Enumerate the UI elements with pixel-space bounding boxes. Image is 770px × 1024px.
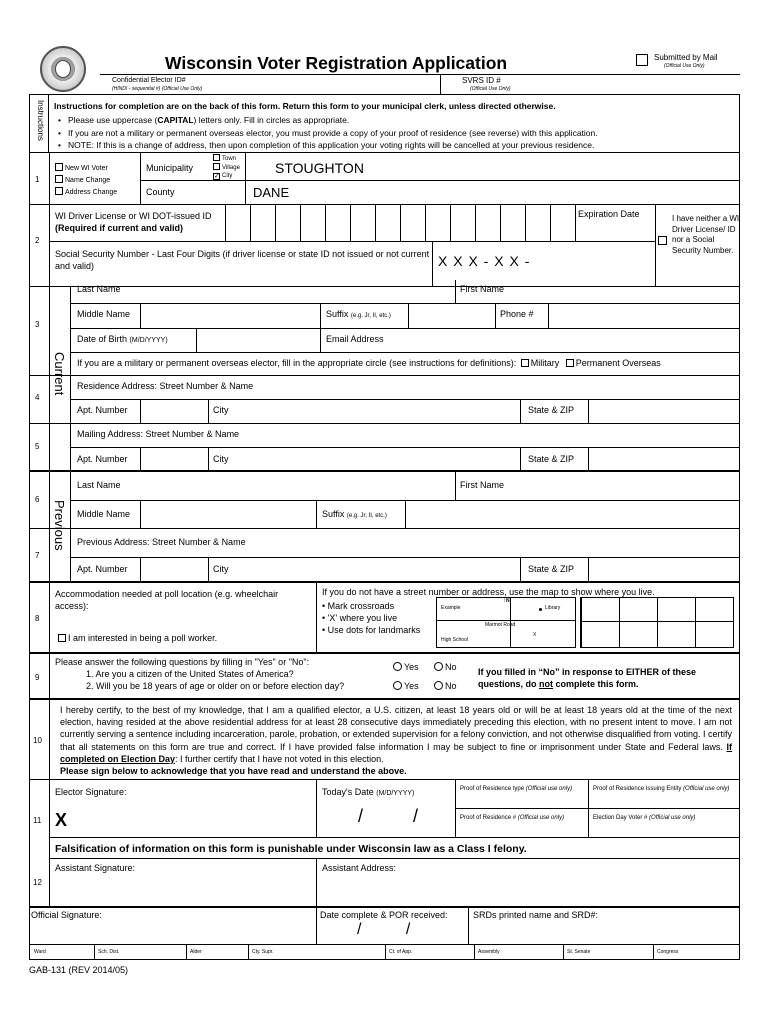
previous-apt-label: Apt. Number [77,564,128,574]
city-option[interactable]: ✓ City [214,173,233,180]
signature-x[interactable]: X [55,810,68,830]
section-1-number: 1 [35,175,40,184]
instruction-bullet-3: • NOTE: If this is a change of address, then upon completion of this application your voting rights will be cancelled at your previous residence. [58,139,738,152]
map-road-label: Marmot Road [485,622,516,628]
form-title: Wisconsin Voter Registration Application [165,53,508,73]
date-complete-field[interactable]: / / [357,921,411,938]
residence-address-label: Residence Address: Street Number & Name [77,381,254,391]
expiration-date-label: Expiration Date [578,209,640,219]
map-instructions: • Mark crossroads • 'X' where you live • Use dots for landmarks [322,601,421,635]
mailing-state-zip-label: State & ZIP [528,454,575,464]
ssn-label: Social Security Number - Last Four Digits (if driver license or state ID not issued or not current and valid) [55,249,430,271]
current-first-name-label: First Name [460,284,505,294]
blank-map[interactable] [580,597,734,648]
previous-middle-name-label: Middle Name [77,509,131,519]
previous-state-zip-label: State & ZIP [528,564,575,574]
poll-worker-option[interactable]: I am interested in being a poll worker. [58,633,217,643]
military-question: If you are a military or permanent overseas elector, fill in the appropriate circle (see instructions for definitions): Military Permanent Overseas [77,358,661,368]
previous-last-name-label: Last Name [77,480,121,490]
assistant-signature-label: Assistant Signature: [55,863,136,873]
current-suffix-label: Suffix (e.g. Jr, II, etc.) [326,309,391,319]
previous-address-label: Previous Address: Street Number & Name [77,537,246,547]
q1-yes-option[interactable]: Yes [393,662,419,672]
form-id: GAB-131 (REV 2014/05) [29,965,129,975]
mailing-apt-label: Apt. Number [77,454,128,464]
citizenship-prompt: Please answer the following questions by filling in "Yes" or "No": [55,657,310,667]
mailing-city-label: City [213,454,229,464]
residence-state-zip-label: State & ZIP [528,405,575,415]
current-last-name-label: Last Name [77,284,121,294]
section-2-number: 2 [35,236,40,245]
district-state-senate: St. Senate [567,949,591,955]
no-id-label: I have neither a WI Driver License/ ID nor a Social Security Number. [672,214,740,255]
citizenship-warning: If you filled in “No” in response to EITHER of these questions, do not complete this form. [478,667,697,689]
section-4-number: 4 [35,393,40,402]
svrs-id-note: (Official Use Only) [470,86,511,92]
district-school: Sch. Dist. [98,949,120,955]
accommodation-label: Accommodation needed at poll location (e.g. wheelchair access): [55,589,279,611]
submitted-official-note: (Official Use Only) [664,63,705,69]
previous-city-label: City [213,564,229,574]
section-7-number: 7 [35,551,40,560]
driver-license-label: WI Driver License or WI DOT-issued ID [55,211,212,221]
military-option[interactable]: Military [519,358,560,368]
no-id-checkbox[interactable] [658,236,667,245]
por-number-label: Proof of Residence # (Official use only) [460,815,565,821]
phone-label: Phone # [500,309,534,319]
district-ward: Ward [34,949,46,955]
assistant-address-label: Assistant Address: [322,863,397,873]
map-library-label: Library [545,605,561,611]
no-address-instruction: If you do not have a street number or address, use the map to show where you live. [322,587,655,597]
previous-side-label: Previous [52,500,67,551]
county-value[interactable]: DANE [253,185,290,200]
state-seal [40,46,86,92]
instructions-heading: Instructions for completion are on the back of this form. Return this form to your municipal clerk, unless directed otherwise. [54,101,556,111]
section-8-number: 8 [35,614,40,623]
county-label: County [146,187,175,197]
municipality-value[interactable]: STOUGHTON [275,160,364,176]
dob-label: Date of Birth (M/D/YYYY) [77,334,168,344]
q2-no-option[interactable]: No [434,681,457,691]
section-12-number: 12 [33,878,42,887]
section-9-number: 9 [35,673,40,682]
submitted-by-mail-checkbox[interactable] [636,54,648,66]
residence-apt-label: Apt. Number [77,405,128,415]
instructions-list [58,114,738,152]
current-side-label: Current [52,352,67,396]
por-entity-label: Proof of Residence Issuing Entity (Official use only) [593,786,730,792]
todays-date-label: Today's Date (M/D/YYYY) [322,787,415,797]
district-court-of-appeals: Ct. of App. [389,949,413,955]
submitted-by-mail-label: Submitted by Mail [654,53,718,62]
date-complete-label: Date complete & POR received: [320,910,448,920]
district-congress: Congress [657,949,679,955]
instruction-bullet-1: • Please use uppercase (CAPITAL) letters only. Fill in circles as appropriate. [58,114,738,127]
section-6-number: 6 [35,495,40,504]
village-option[interactable]: Village [213,163,240,172]
example-map [436,597,576,648]
map-example-label: Example [441,605,461,611]
district-alder: Alder [190,949,202,955]
elector-signature-label: Elector Signature: [55,787,127,797]
municipality-type-options [213,154,240,180]
map-library-dot [539,608,542,611]
section-1-checkboxes [55,163,117,199]
previous-suffix-label: Suffix (e.g. Jr, II, etc.) [322,509,387,519]
q2-yes-option[interactable]: Yes [393,681,419,691]
current-middle-name-label: Middle Name [77,309,131,319]
previous-first-name-label: First Name [460,480,505,490]
district-county-supervisor: Cty. Supr. [252,949,274,955]
map-north-arrow: ↑N [503,598,510,604]
srds-label: SRDs printed name and SRD#: [473,910,599,920]
municipality-label: Municipality [146,163,194,173]
section-3-number: 3 [35,320,40,329]
falsification-warning: Falsification of information on this form is punishable under Wisconsin law as a Class I felony. [55,843,527,855]
section-10-number: 10 [33,736,42,745]
official-signature-label: Official Signature: [31,910,102,920]
instructions-side-label: Instructions [36,100,45,141]
elector-id-note: (HINDI - sequential #) (Official Use Only) [112,86,203,92]
certification-text: I hereby certify, to the best of my knowledge, that I am a qualified elector, a U.S. citizen, at least 18 years old or will be at least 18 years old at the time of the next election, having resided at the above residential address for at least 28 consecutive days immediately preceding this election, with no present intent to move. I am not currently serving a sentence including incarceration, parole, probation, or extended supervision for a felony conviction, and not otherwise disqualified from voting. I certify that all statements on this form are true and correct. If I have provided false information I may be subject to fine or imprisonment under State and Federal laws. If completed on Election Day: I further certify that I have not voted in this election. Please sign below to acknowledge that you have read and understand the above. [60,705,732,777]
permanent-overseas-option[interactable]: Permanent Overseas [562,358,661,368]
map-x-mark: X [533,632,537,638]
section-11-number: 11 [33,816,42,825]
name-change-option[interactable]: Name Change [55,175,117,187]
email-label: Email Address [326,334,384,344]
address-change-option[interactable]: Address Change [55,187,117,199]
map-school-label: High School [441,637,468,643]
por-type-label: Proof of Residence type (Official use only) [460,786,573,792]
new-voter-option[interactable]: New WI Voter [55,163,117,175]
town-option[interactable]: Town [213,154,240,163]
svrs-id-label: SVRS ID # [462,76,501,85]
ssn-value[interactable]: X X X - X X - [438,253,531,269]
todays-date-field[interactable]: / / [358,806,419,826]
q1-no-option[interactable]: No [434,662,457,672]
residence-city-label: City [213,405,229,415]
eday-voter-label: Election Day Voter # (Official use only) [593,815,696,821]
question-1: 1. Are you a citizen of the United States of America? [86,669,294,679]
instruction-bullet-2: • If you are not a military or permanent overseas elector, you must provide a copy of your proof of residence (see reverse) with this application. [58,127,738,140]
district-assembly: Assembly [478,949,500,955]
question-2: 2. Will you be 18 years of age or older on or before election day? [86,681,345,691]
confidential-elector-id-label: Confidential Elector ID# [112,77,186,84]
mailing-address-label: Mailing Address: Street Number & Name [77,429,240,439]
section-5-number: 5 [35,442,40,451]
driver-license-note: (Required if current and valid) [55,223,184,233]
